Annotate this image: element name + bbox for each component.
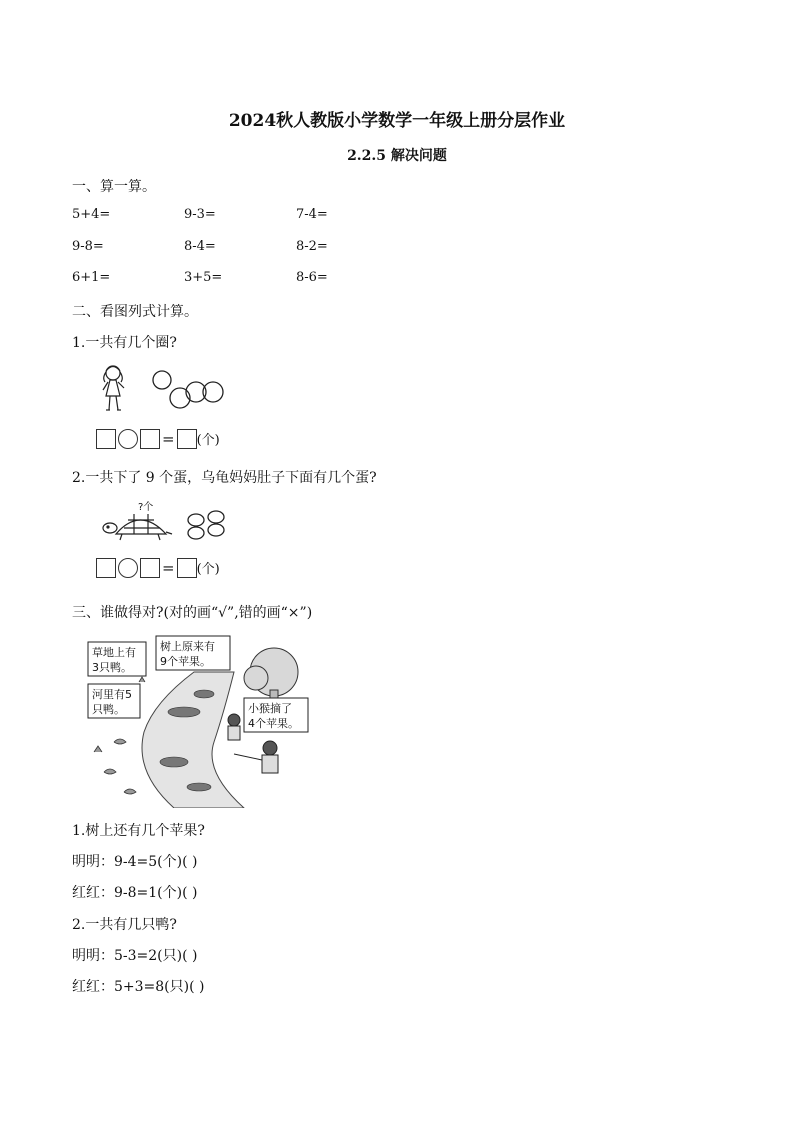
operator-circle[interactable] <box>118 558 138 578</box>
bubble-text: 只鸭。 <box>92 703 125 716</box>
bubble-text: 4个苹果。 <box>248 717 299 730</box>
river-scene-illustration <box>84 632 312 808</box>
bubble-text: 小猴摘了 <box>248 702 292 715</box>
answer-line: 明明：5-3=2(只)( ) <box>72 948 198 964</box>
page-subtitle: 2.2.5 解决问题 <box>347 148 447 164</box>
bubble-text: 草地上有 <box>92 646 136 659</box>
answer-box[interactable] <box>177 558 197 578</box>
girl-icon <box>103 366 124 410</box>
answer-line: 红红：9-8=1(个)( ) <box>72 885 198 901</box>
page-title: 2024秋人教版小学数学一年级上册分层作业 <box>228 111 566 131</box>
section3-heading: 三、谁做得对?(对的画“√”,错的画“×”) <box>72 605 313 621</box>
question-3-2: 2.一共有几只鸭? <box>72 917 177 933</box>
turtle-icon <box>103 514 172 540</box>
speech-bubble-river <box>88 684 140 718</box>
answer-box[interactable] <box>140 429 160 449</box>
question-3-1: 1.树上还有几个苹果? <box>72 823 205 839</box>
bubble-text: 河里有5 <box>92 688 132 701</box>
answer-box[interactable] <box>177 429 197 449</box>
equals-sign: = <box>162 429 175 448</box>
speech-bubble-tree <box>156 636 230 670</box>
answer-box[interactable] <box>96 429 116 449</box>
question-2-1: 1.一共有几个圈? <box>72 335 177 351</box>
unit-label: (个) <box>196 433 220 448</box>
section2-heading: 二、看图列式计算。 <box>72 304 198 320</box>
operator-circle[interactable] <box>118 429 138 449</box>
bubble-text: 树上原来有 <box>160 640 215 653</box>
answer-line: 明明：9-4=5(个)( ) <box>72 854 198 870</box>
calc-item: 8-4= <box>184 239 216 254</box>
speech-bubble-monkey <box>244 698 308 732</box>
answer-line: 红红：5+3=8(只)( ) <box>72 979 205 995</box>
calc-item: 9-8= <box>72 239 104 254</box>
bubble-text: 3只鸭。 <box>92 661 132 674</box>
equals-sign: = <box>162 558 175 577</box>
calc-item: 8-6= <box>296 270 328 285</box>
girl-circles-illustration <box>100 362 230 418</box>
answer-box[interactable] <box>140 558 160 578</box>
bubble-text: 9个苹果。 <box>160 655 211 668</box>
section1-heading: 一、算一算。 <box>72 179 156 195</box>
eggs-icon <box>188 511 224 539</box>
calc-item: 7-4= <box>296 207 328 222</box>
equation-template-1 <box>96 428 220 450</box>
answer-box[interactable] <box>96 558 116 578</box>
circles-icon <box>153 371 223 408</box>
speech-bubble-grass <box>88 642 146 676</box>
calc-item: 3+5= <box>184 270 223 285</box>
equation-template-2 <box>96 557 220 579</box>
unknown-eggs-label: ?个 <box>138 502 154 513</box>
calc-item: 8-2= <box>296 239 328 254</box>
calc-item: 6+1= <box>72 270 111 285</box>
calc-item: 9-3= <box>184 207 216 222</box>
turtle-eggs-illustration <box>100 500 230 548</box>
unit-label: (个) <box>196 562 220 577</box>
question-2-2: 2.一共下了 9 个蛋，乌龟妈妈肚子下面有几个蛋? <box>72 470 377 486</box>
calc-item: 5+4= <box>72 207 111 222</box>
